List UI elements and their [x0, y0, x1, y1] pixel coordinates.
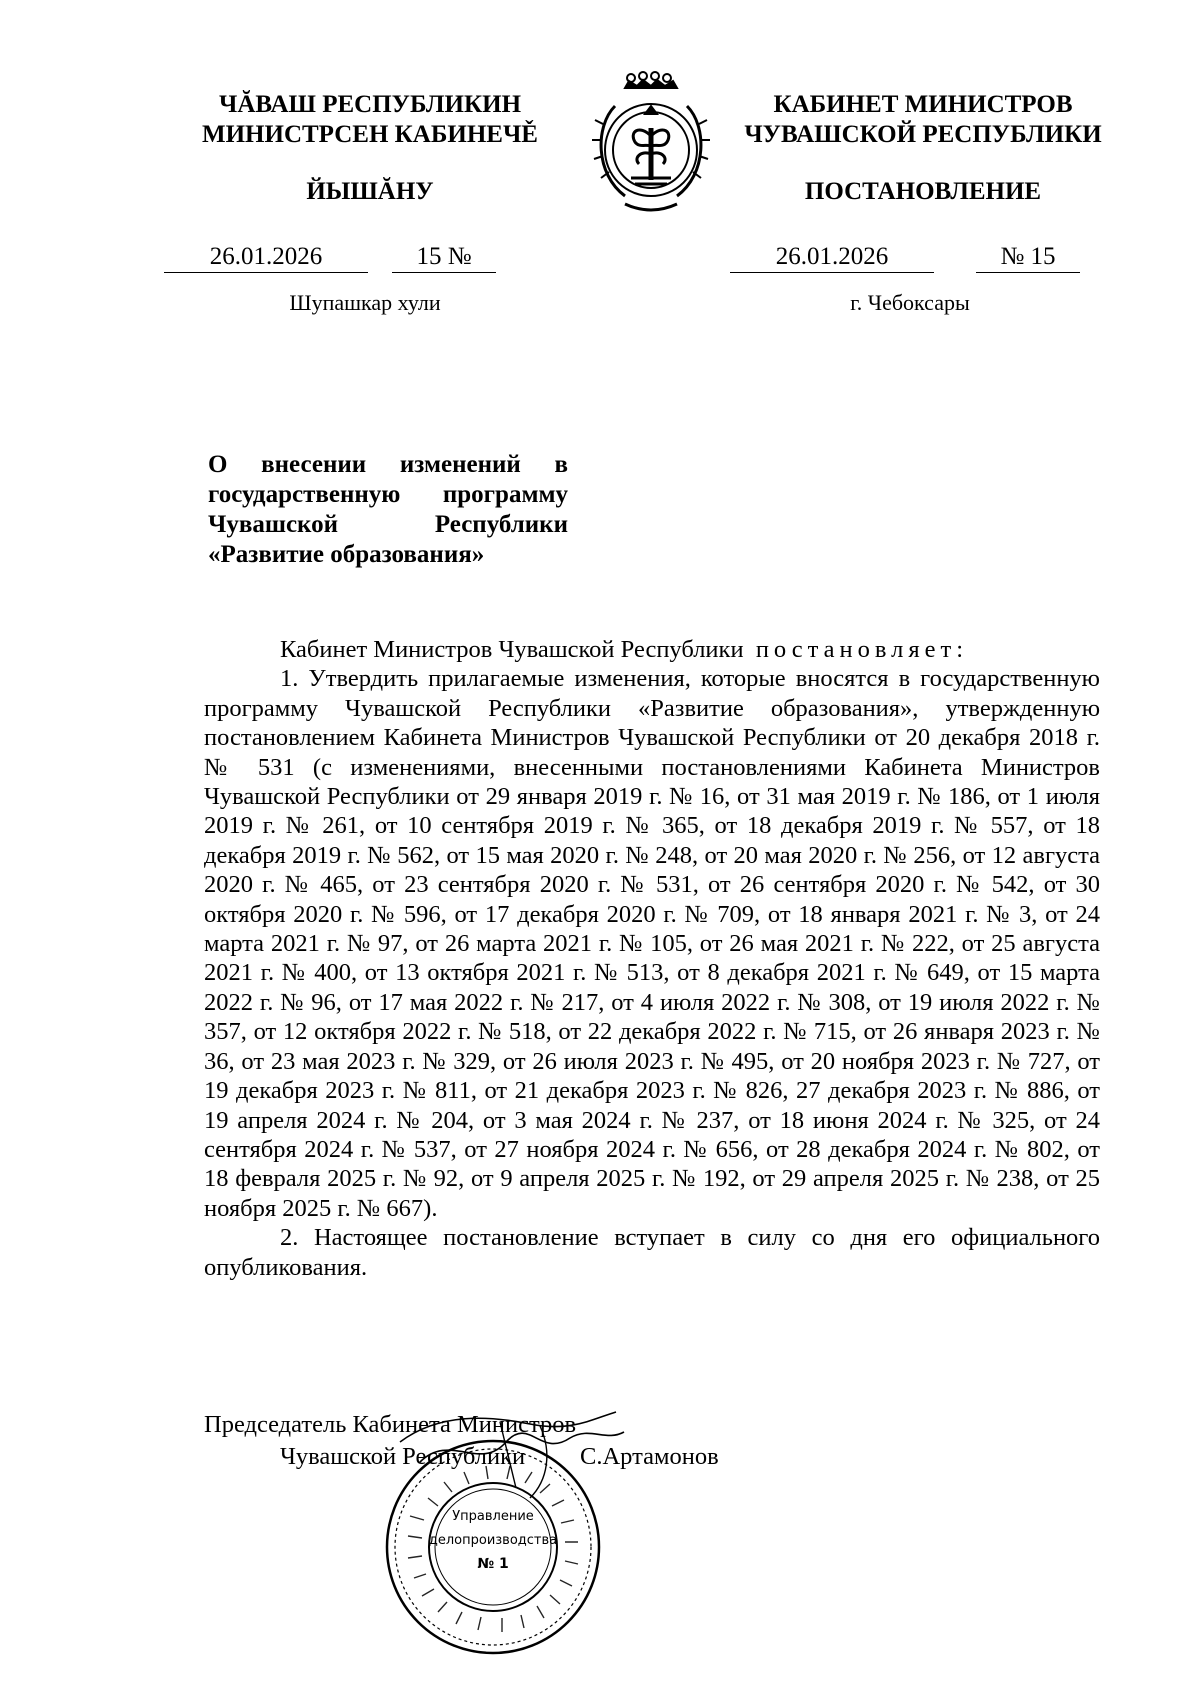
document-body [204, 635, 1100, 1282]
body-paragraph-1: 1. Утвердить прилагаемые изменения, которые вносятся в государственную программу Чувашской Республики «Развитие образования», утвержденную постановлением Кабинета Министров Чувашской Республики от 20 декабря 2018 г. № 531 (с изменениями, внесенными постановлениями Кабинета Министров Чувашской Республики от 29 января 2019 г. № 16, от 31 мая 2019 г. № 186, от 1 июля 2019 г. № 261, от 10 сентября 2019 г. № 365, от 18 декабря 2019 г. № 557, от 18 декабря 2019 г. № 562, от 15 мая 2020 г. № 248, от 20 мая 2020 г. № 256, от 12 августа 2020 г. № 465, от 23 сентября 2020 г. № 531, от 26 сентября 2020 г. № 542, от 30 октября 2020 г. № 596, от 17 декабря 2020 г. № 709, от 18 января 2021 г. № 3, от 24 марта 2021 г. № 97, от 26 марта 2021 г. № 105, от 26 мая 2021 г. № 222, от 25 августа 2021 г. № 400, от 13 октября 2021 г. № 513, от 8 декабря 2021 г. № 649, от 15 марта 2022 г. № 96, от 17 мая 2022 г. № 217, от 4 июля 2022 г. № 308, от 19 июля 2022 г. № 357, от 12 октября 2022 г. № 518, от 22 декабря 2022 г. № 715, от 26 января 2023 г. № 36, от 23 мая 2023 г. № 329, от 26 июля 2023 г. № 495, от 20 ноября 2023 г. № 727, от 19 декабря 2023 г. № 811, от 21 декабря 2023 г. № 826, 27 декабря 2023 г. № 886, от 19 апреля 2024 г. № 204, от 3 мая 2024 г. № 237, от 18 июня 2024 г. № 325, от 24 сентября 2024 г. № 537, от 27 ноября 2024 г. № 656, от 28 декабря 2024 г. № 802, от 18 февраля 2025 г. № 92, от 9 апреля 2025 г. № 192, от 29 апреля 2025 г. № 238, от 25 ноября 2025 г. № 667). [204, 665, 1100, 1222]
stamp-line3: № 1 [477, 1556, 509, 1572]
number-left: 15 № [392, 243, 496, 273]
number-right: № 15 [976, 243, 1080, 273]
city-chuvash: Шупашкар хули [289, 290, 441, 315]
header-left-line2: МИНИСТРСЕН КАБИНЕЧĚ [202, 121, 538, 148]
header-right-russian [738, 90, 1108, 150]
official-seal-icon [382, 1436, 604, 1658]
header-right-line2: ЧУВАШСКОЙ РЕСПУБЛИКИ [744, 121, 1102, 148]
crown-icon [625, 72, 677, 88]
date-right: 26.01.2026 [730, 243, 934, 273]
signature-position-line2: Чувашской Республики [280, 1443, 526, 1470]
intro-subject: Кабинет Министров Чувашской Республики [280, 636, 744, 663]
header-left-line1: ЧĂВАШ РЕСПУБЛИКИН [218, 91, 522, 118]
body-paragraph-2: 2. Настоящее постановление вступает в силу со дня его официального опубликования. [204, 1224, 1100, 1281]
document-kind-russian: ПОСТАНОВЛЕНИЕ [804, 178, 1042, 205]
signer-name: С.Артамонов [580, 1443, 719, 1470]
document-title: О внесении изменений в государственную программу Чувашской Республики «Развитие образования» [208, 451, 568, 568]
document-kind-chuvash: ЙЫШĂНУ [306, 178, 434, 205]
stamp-line2: делопроизводства [428, 1533, 558, 1548]
body-intro [204, 635, 1100, 664]
header-right-line1: КАБИНЕТ МИНИСТРОВ [773, 91, 1073, 118]
signature-position-line1: Председатель Кабинета Министров [204, 1411, 577, 1438]
header-left-chuvash [190, 90, 550, 150]
intro-verb: постановляет: [755, 636, 969, 663]
coat-of-arms-icon [585, 66, 717, 214]
date-left: 26.01.2026 [164, 243, 368, 273]
stamp-line1: Управление [452, 1509, 534, 1524]
city-russian: г. Чебоксары [850, 290, 970, 315]
